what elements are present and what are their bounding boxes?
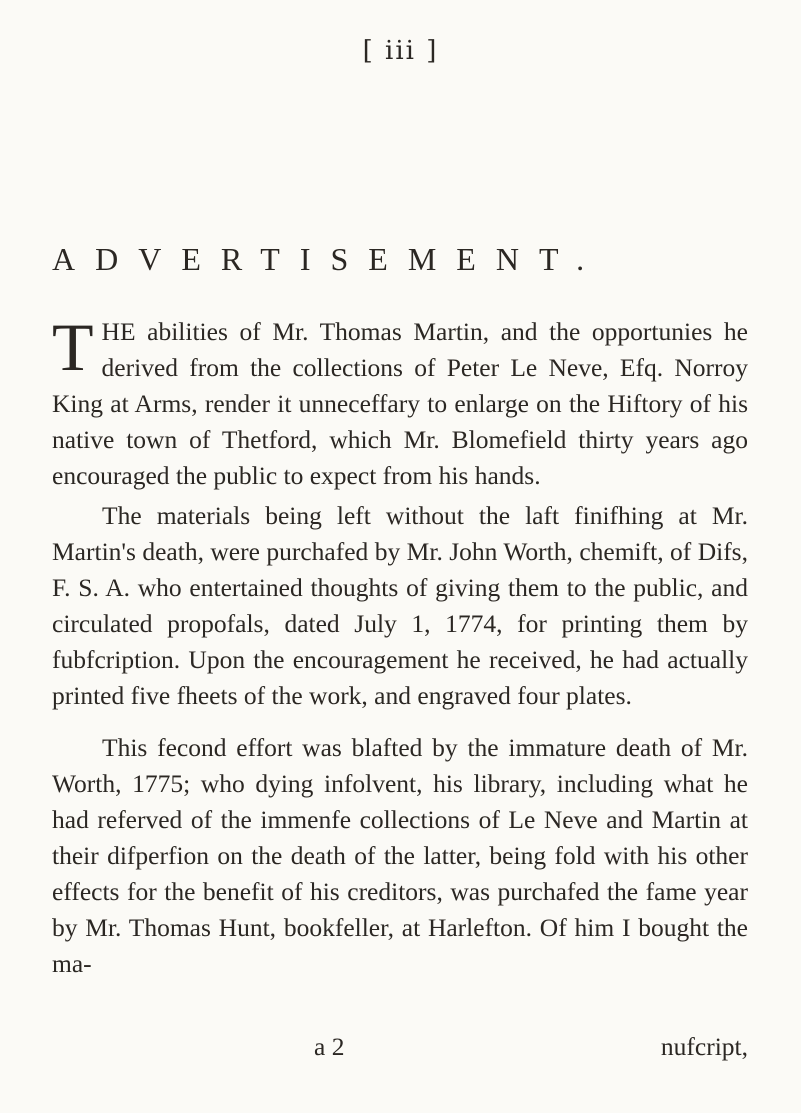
page-heading: ADVERTISEMENT. [52,241,605,277]
paragraph-1-text: HE abilities of Mr. Thomas Martin, and the opportunies he derived from the collections of Peter Le Neve, Efq. Norroy King at Arms, render it unneceffary to enlarge on the Hiftory of his native town of Thetford, which Mr. Blomefield thirty years ago encouraged the public to expect from his hands. [52,317,748,490]
catchword: nufcript, [660,1032,748,1061]
signature-mark: a 2 [314,1032,345,1061]
paragraph-1 [52,309,748,494]
paragraph-2: The materials being left without the laft finifhing at Mr. Martin's death, were purchafed by Mr. John Worth, chemift, of Difs, F. S. A. who entertained thoughts of giving them to the public, and circulated propofals, dated July 1, 1774, for printing them by fubfcription. Upon the encouragement he received, he had actually printed five fheets of the work, and engraved four plates. [52,501,748,710]
page-number: [ iii ] [362,36,439,66]
paragraph-3: This fecond effort was blafted by the immature death of Mr. Worth, 1775; who dying infolvent, his library, including what he had referved of the immenfe collections of Le Neve and Martin at their difperfion on the death of the latter, being fold with his other effects for the benefit of his creditors, was purchafed the fame year by Mr. Thomas Hunt, bookfeller, at Harlefton. Of him I bought the ma- [52,733,748,978]
drop-cap: T [52,309,94,385]
page-footer [52,1032,748,1068]
